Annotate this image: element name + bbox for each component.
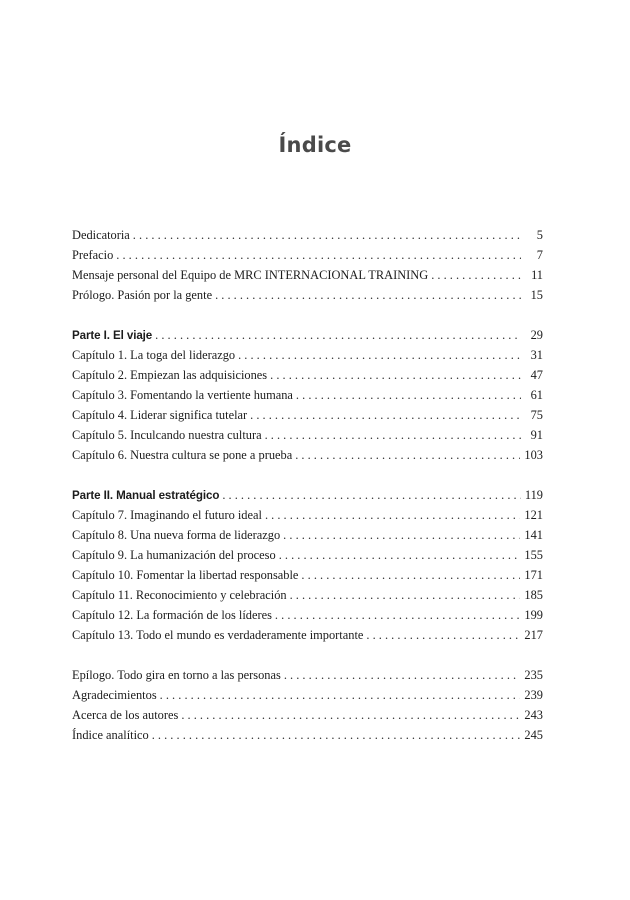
dot-leader <box>250 408 521 423</box>
toc-entry[interactable] <box>72 328 543 348</box>
toc-page-number: 75 <box>530 408 543 422</box>
toc-entry-title: Capítulo 9. La humanización del proceso <box>72 548 276 562</box>
toc-page-number: 235 <box>524 668 543 682</box>
toc-page-number: 239 <box>524 688 543 702</box>
toc-page-number: 185 <box>524 588 543 602</box>
toc-entry-title: Capítulo 10. Fomentar la libertad responsable <box>72 568 299 582</box>
toc-entry-title: Parte I. El viaje <box>72 329 153 342</box>
toc-entry-title: Epílogo. Todo gira en torno a las personas <box>72 668 281 682</box>
dot-leader <box>155 328 521 343</box>
toc-entry[interactable] <box>72 528 543 548</box>
toc-entry-title: Capítulo 7. Imaginando el futuro ideal <box>72 508 262 522</box>
dot-leader <box>431 268 521 283</box>
toc-page-number: 121 <box>524 508 543 522</box>
toc-page-number: 155 <box>524 548 543 562</box>
dot-leader <box>265 508 520 523</box>
toc-entry[interactable] <box>72 288 543 308</box>
toc-entry[interactable] <box>72 348 543 368</box>
toc-entry[interactable] <box>72 608 543 628</box>
toc-entry[interactable] <box>72 688 543 708</box>
toc-page-number: 61 <box>530 388 543 402</box>
toc-entry-title: Capítulo 13. Todo el mundo es verdaderamente importante <box>72 628 364 642</box>
dot-leader <box>181 708 520 723</box>
toc-page-number: 47 <box>530 368 543 382</box>
dot-leader <box>284 668 521 683</box>
toc-entry-title: Capítulo 5. Inculcando nuestra cultura <box>72 428 262 442</box>
toc-entry[interactable] <box>72 568 543 588</box>
toc-page-number: 245 <box>524 728 543 742</box>
toc-page-number: 171 <box>524 568 543 582</box>
dot-leader <box>296 388 521 403</box>
toc-page-number: 91 <box>530 428 543 442</box>
toc-page-number: 5 <box>536 228 543 242</box>
toc-entry[interactable] <box>72 248 543 268</box>
toc-page-number: 31 <box>530 348 543 362</box>
dot-leader <box>295 448 520 463</box>
toc-entry-title: Acerca de los autores <box>72 708 179 722</box>
table-of-contents <box>72 228 543 768</box>
toc-page-number: 141 <box>524 528 543 542</box>
dot-leader <box>160 688 521 703</box>
toc-page-number: 217 <box>524 628 543 642</box>
toc-entry-title: Prefacio <box>72 248 114 262</box>
toc-page-number: 119 <box>524 488 543 502</box>
toc-section <box>72 488 543 648</box>
toc-entry-title: Dedicatoria <box>72 228 130 242</box>
toc-entry[interactable] <box>72 628 543 648</box>
toc-entry[interactable] <box>72 448 543 468</box>
toc-entry[interactable] <box>72 508 543 528</box>
dot-leader <box>275 608 520 623</box>
toc-entry[interactable] <box>72 548 543 568</box>
toc-section <box>72 668 543 748</box>
toc-page-number: 7 <box>536 248 543 262</box>
toc-entry-title: Mensaje personal del Equipo de MRC INTERNACIONAL TRAINING <box>72 268 429 282</box>
toc-page-number: 29 <box>530 328 543 342</box>
toc-page-number: 199 <box>524 608 543 622</box>
toc-entry[interactable] <box>72 268 543 288</box>
dot-leader <box>238 348 521 363</box>
toc-section <box>72 328 543 468</box>
toc-entry[interactable] <box>72 488 543 508</box>
toc-entry-title: Prólogo. Pasión por la gente <box>72 288 213 302</box>
toc-entry-title: Parte II. Manual estratégico <box>72 489 220 502</box>
toc-entry-title: Capítulo 3. Fomentando la vertiente humana <box>72 388 293 402</box>
toc-entry[interactable] <box>72 708 543 728</box>
toc-entry-title: Capítulo 4. Liderar significa tutelar <box>72 408 248 422</box>
dot-leader <box>222 488 521 503</box>
page-title: Índice <box>278 133 352 157</box>
toc-page-number: 15 <box>530 288 543 302</box>
toc-entry-title: Capítulo 2. Empiezan las adquisiciones <box>72 368 268 382</box>
toc-entry-title: Capítulo 6. Nuestra cultura se pone a prueba <box>72 448 293 462</box>
dot-leader <box>283 528 520 543</box>
toc-entry-title: Capítulo 12. La formación de los líderes <box>72 608 272 622</box>
dot-leader <box>116 248 521 263</box>
dot-leader <box>366 628 520 643</box>
toc-entry[interactable] <box>72 388 543 408</box>
dot-leader <box>290 588 521 603</box>
toc-entry[interactable] <box>72 228 543 248</box>
toc-section <box>72 228 543 308</box>
toc-entry-title: Índice analítico <box>72 728 149 742</box>
toc-page-number: 11 <box>531 268 543 282</box>
toc-page-number: 103 <box>524 448 543 462</box>
dot-leader <box>270 368 521 383</box>
dot-leader <box>215 288 521 303</box>
toc-entry[interactable] <box>72 368 543 388</box>
dot-leader <box>152 728 521 743</box>
toc-entry-title: Capítulo 8. Una nueva forma de liderazgo <box>72 528 281 542</box>
dot-leader <box>279 548 521 563</box>
toc-entry-title: Capítulo 11. Reconocimiento y celebración <box>72 588 287 602</box>
toc-entry[interactable] <box>72 428 543 448</box>
toc-page-number: 243 <box>524 708 543 722</box>
toc-entry[interactable] <box>72 588 543 608</box>
dot-leader <box>133 228 521 243</box>
toc-entry-title: Capítulo 1. La toga del liderazgo <box>72 348 236 362</box>
toc-entry-title: Agradecimientos <box>72 688 157 702</box>
toc-entry[interactable] <box>72 408 543 428</box>
dot-leader <box>301 568 520 583</box>
dot-leader <box>265 428 521 443</box>
toc-entry[interactable] <box>72 668 543 688</box>
toc-entry[interactable] <box>72 728 543 748</box>
